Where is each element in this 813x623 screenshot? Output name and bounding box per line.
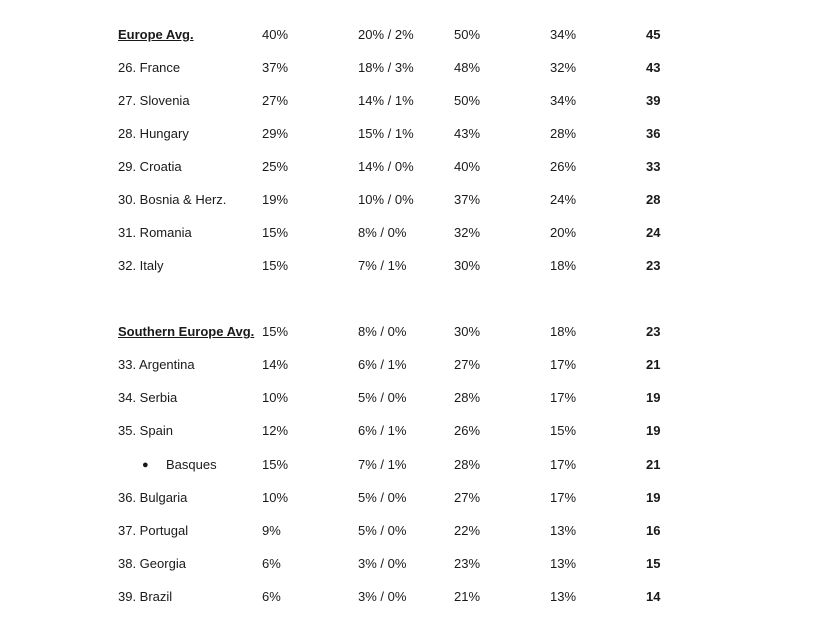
score: 33 <box>646 159 661 174</box>
value-col-4: 34% <box>550 27 577 42</box>
country-name: 29. Croatia <box>118 159 182 174</box>
score: 23 <box>646 258 661 273</box>
value-col-2: 18% / 3% <box>358 60 414 75</box>
score: 15 <box>646 556 661 571</box>
value-col-4: 28% <box>550 126 577 141</box>
value-col-3: 50% <box>454 93 481 108</box>
value-col-3: 48% <box>454 60 481 75</box>
value-col-1: 15% <box>262 225 289 240</box>
sub-row <box>0 455 813 475</box>
value-col-3: 30% <box>454 324 481 339</box>
table-row <box>0 388 813 408</box>
value-col-3: 22% <box>454 523 481 538</box>
value-col-1: 15% <box>262 258 289 273</box>
value-col-1: 40% <box>262 27 289 42</box>
value-col-3: 28% <box>454 390 481 405</box>
score: 21 <box>646 357 661 372</box>
table-row <box>0 587 813 607</box>
value-col-2: 3% / 0% <box>358 589 407 604</box>
country-name: 33. Argentina <box>118 357 195 372</box>
country-name: 30. Bosnia & Herz. <box>118 192 227 207</box>
country-name: 26. France <box>118 60 181 75</box>
table-row <box>0 256 813 276</box>
score: 23 <box>646 324 661 339</box>
value-col-3: 27% <box>454 357 481 372</box>
value-col-3: 28% <box>454 457 481 472</box>
value-col-1: 37% <box>262 60 289 75</box>
table-row <box>0 355 813 375</box>
value-col-4: 13% <box>550 556 577 571</box>
value-col-1: 15% <box>262 324 289 339</box>
value-col-4: 17% <box>550 457 577 472</box>
score: 21 <box>646 457 661 472</box>
value-col-2: 7% / 1% <box>358 457 407 472</box>
value-col-1: 29% <box>262 126 289 141</box>
value-col-2: 14% / 1% <box>358 93 414 108</box>
score: 36 <box>646 126 661 141</box>
value-col-3: 21% <box>454 589 481 604</box>
value-col-1: 12% <box>262 423 289 438</box>
country-name: 27. Slovenia <box>118 93 190 108</box>
value-col-3: 30% <box>454 258 481 273</box>
region-name: Basques <box>166 457 217 472</box>
value-col-4: 17% <box>550 357 577 372</box>
value-col-2: 7% / 1% <box>358 258 407 273</box>
value-col-1: 10% <box>262 490 289 505</box>
value-col-2: 3% / 0% <box>358 556 407 571</box>
table-row <box>0 223 813 243</box>
country-name: 35. Spain <box>118 423 173 438</box>
country-name: 37. Portugal <box>118 523 189 538</box>
score: 28 <box>646 192 661 207</box>
score: 19 <box>646 423 661 438</box>
value-col-4: 13% <box>550 523 577 538</box>
table-row <box>0 124 813 144</box>
value-col-4: 15% <box>550 423 577 438</box>
table-row <box>0 421 813 441</box>
table-row <box>0 58 813 78</box>
value-col-4: 17% <box>550 390 577 405</box>
country-name: 39. Brazil <box>118 589 173 604</box>
value-col-4: 18% <box>550 324 577 339</box>
score: 19 <box>646 490 661 505</box>
value-col-1: 6% <box>262 556 281 571</box>
bullet-icon: ● <box>142 459 149 471</box>
table-row <box>0 488 813 508</box>
value-col-3: 26% <box>454 423 481 438</box>
table-row <box>0 157 813 177</box>
value-col-2: 14% / 0% <box>358 159 414 174</box>
value-col-1: 6% <box>262 589 281 604</box>
value-col-3: 43% <box>454 126 481 141</box>
value-col-2: 6% / 1% <box>358 357 407 372</box>
score: 24 <box>646 225 661 240</box>
value-col-2: 8% / 0% <box>358 324 407 339</box>
value-col-2: 5% / 0% <box>358 523 407 538</box>
table-row <box>0 521 813 541</box>
average-row <box>0 322 813 342</box>
table-row <box>0 554 813 574</box>
value-col-4: 13% <box>550 589 577 604</box>
value-col-3: 32% <box>454 225 481 240</box>
country-name: 34. Serbia <box>118 390 178 405</box>
value-col-4: 20% <box>550 225 577 240</box>
value-col-1: 14% <box>262 357 289 372</box>
value-col-2: 20% / 2% <box>358 27 414 42</box>
country-name: 32. Italy <box>118 258 164 273</box>
table-row <box>0 190 813 210</box>
value-col-2: 10% / 0% <box>358 192 414 207</box>
score: 43 <box>646 60 661 75</box>
average-name: Europe Avg. <box>118 27 194 42</box>
value-col-3: 23% <box>454 556 481 571</box>
value-col-2: 15% / 1% <box>358 126 414 141</box>
value-col-3: 40% <box>454 159 481 174</box>
table-row <box>0 91 813 111</box>
value-col-4: 18% <box>550 258 577 273</box>
value-col-2: 8% / 0% <box>358 225 407 240</box>
score: 19 <box>646 390 661 405</box>
value-col-1: 9% <box>262 523 281 538</box>
score: 45 <box>646 27 661 42</box>
average-row <box>0 25 813 45</box>
country-name: 36. Bulgaria <box>118 490 188 505</box>
value-col-2: 6% / 1% <box>358 423 407 438</box>
value-col-2: 5% / 0% <box>358 390 407 405</box>
value-col-1: 27% <box>262 93 289 108</box>
value-col-4: 17% <box>550 490 577 505</box>
value-col-1: 19% <box>262 192 289 207</box>
country-name: 31. Romania <box>118 225 192 240</box>
value-col-1: 10% <box>262 390 289 405</box>
value-col-3: 50% <box>454 27 481 42</box>
average-name: Southern Europe Avg. <box>118 324 255 339</box>
value-col-4: 26% <box>550 159 577 174</box>
country-name: 28. Hungary <box>118 126 189 141</box>
score: 14 <box>646 589 661 604</box>
value-col-4: 24% <box>550 192 577 207</box>
score: 16 <box>646 523 661 538</box>
value-col-1: 25% <box>262 159 289 174</box>
value-col-4: 34% <box>550 93 577 108</box>
value-col-3: 27% <box>454 490 481 505</box>
score: 39 <box>646 93 661 108</box>
country-name: 38. Georgia <box>118 556 186 571</box>
value-col-3: 37% <box>454 192 481 207</box>
value-col-2: 5% / 0% <box>358 490 407 505</box>
value-col-1: 15% <box>262 457 289 472</box>
value-col-4: 32% <box>550 60 577 75</box>
